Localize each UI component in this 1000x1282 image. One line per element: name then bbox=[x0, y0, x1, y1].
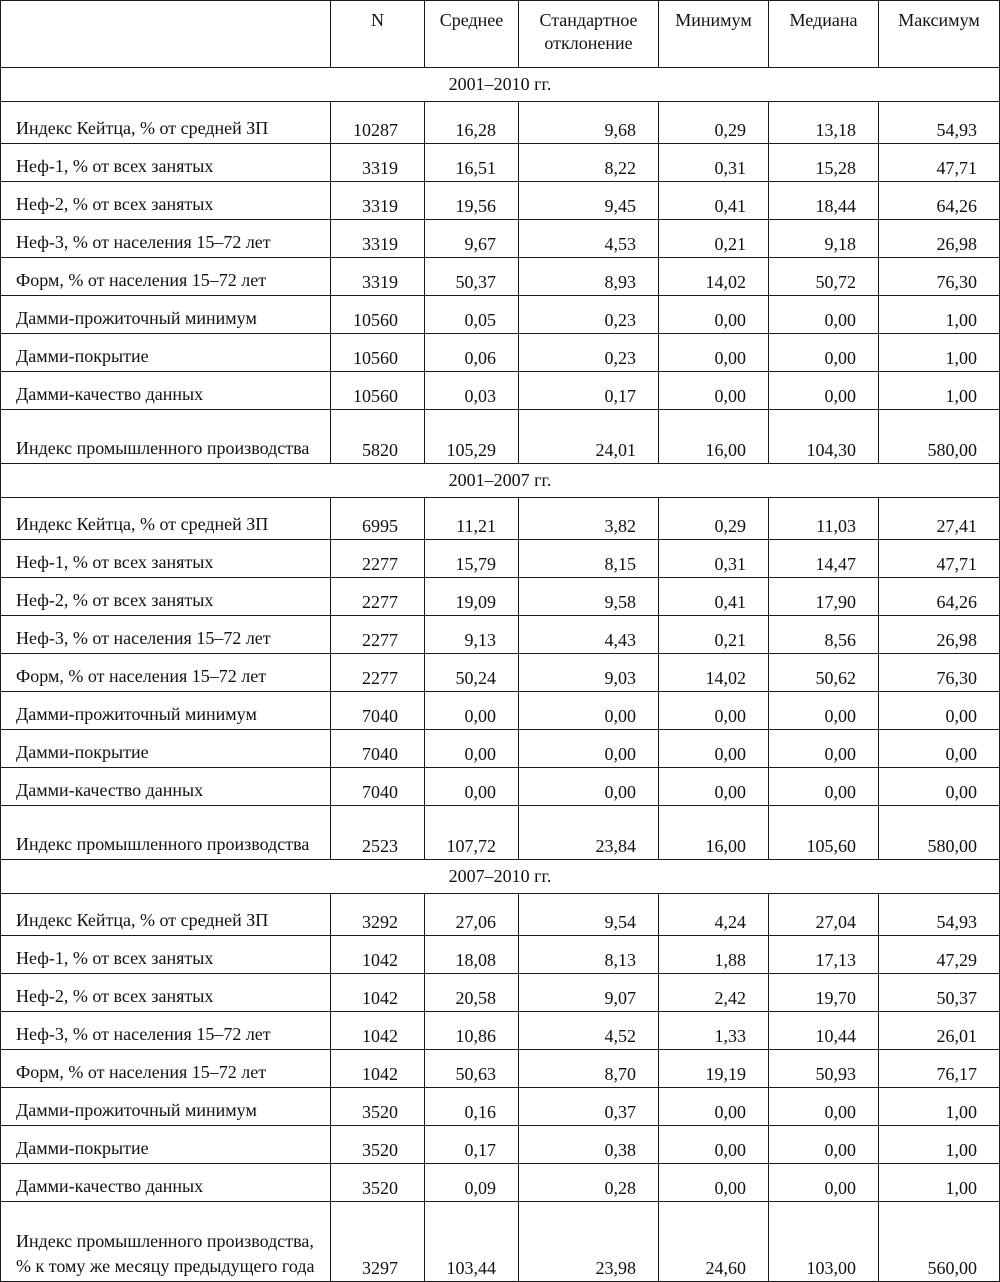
header-std-dev: Стандартное отклонение bbox=[519, 1, 659, 68]
min-cell: 16,00 bbox=[659, 410, 769, 464]
min-cell: 0,00 bbox=[659, 768, 769, 806]
row-label: Неф-1, % от всех занятых bbox=[1, 540, 331, 578]
max-cell: 54,93 bbox=[879, 102, 1000, 144]
min-cell: 0,00 bbox=[659, 296, 769, 334]
std-dev-cell: 0,00 bbox=[519, 730, 659, 768]
max-cell: 580,00 bbox=[879, 806, 1000, 860]
mean-cell: 0,16 bbox=[425, 1088, 519, 1126]
mean-cell: 18,08 bbox=[425, 936, 519, 974]
table-row bbox=[1, 1088, 1000, 1126]
mean-cell: 16,51 bbox=[425, 144, 519, 182]
table-row bbox=[1, 372, 1000, 410]
max-cell: 1,00 bbox=[879, 334, 1000, 372]
min-cell: 16,00 bbox=[659, 806, 769, 860]
max-cell: 64,26 bbox=[879, 182, 1000, 220]
row-label: Дамми-покрытие bbox=[1, 1126, 331, 1164]
n-cell: 7040 bbox=[331, 768, 425, 806]
row-label: Дамми-прожиточный минимум bbox=[1, 1088, 331, 1126]
mean-cell: 16,28 bbox=[425, 102, 519, 144]
period-title: 2007–2010 гг. bbox=[1, 860, 1000, 894]
min-cell: 0,00 bbox=[659, 692, 769, 730]
std-dev-cell: 23,98 bbox=[519, 1202, 659, 1282]
min-cell: 14,02 bbox=[659, 654, 769, 692]
max-cell: 76,30 bbox=[879, 258, 1000, 296]
std-dev-cell: 8,22 bbox=[519, 144, 659, 182]
table-row bbox=[1, 578, 1000, 616]
median-cell: 0,00 bbox=[769, 334, 879, 372]
n-cell: 3292 bbox=[331, 894, 425, 936]
median-cell: 13,18 bbox=[769, 102, 879, 144]
header-max: Максимум bbox=[879, 1, 1000, 68]
std-dev-cell: 9,07 bbox=[519, 974, 659, 1012]
table-row bbox=[1, 1126, 1000, 1164]
mean-cell: 0,06 bbox=[425, 334, 519, 372]
n-cell: 1042 bbox=[331, 936, 425, 974]
median-cell: 50,93 bbox=[769, 1050, 879, 1088]
min-cell: 2,42 bbox=[659, 974, 769, 1012]
mean-cell: 0,00 bbox=[425, 730, 519, 768]
n-cell: 2523 bbox=[331, 806, 425, 860]
header-n: N bbox=[331, 1, 425, 68]
max-cell: 54,93 bbox=[879, 894, 1000, 936]
min-cell: 1,88 bbox=[659, 936, 769, 974]
std-dev-cell: 0,37 bbox=[519, 1088, 659, 1126]
table-row bbox=[1, 616, 1000, 654]
n-cell: 1042 bbox=[331, 1050, 425, 1088]
max-cell: 580,00 bbox=[879, 410, 1000, 464]
table-row bbox=[1, 144, 1000, 182]
table-row bbox=[1, 334, 1000, 372]
row-label: Дамми-прожиточный минимум bbox=[1, 692, 331, 730]
header-min: Минимум bbox=[659, 1, 769, 68]
min-cell: 0,29 bbox=[659, 498, 769, 540]
std-dev-cell: 4,52 bbox=[519, 1012, 659, 1050]
row-label: Неф-1, % от всех занятых bbox=[1, 936, 331, 974]
max-cell: 26,01 bbox=[879, 1012, 1000, 1050]
mean-cell: 50,24 bbox=[425, 654, 519, 692]
row-label: Форм, % от населения 15–72 лет bbox=[1, 1050, 331, 1088]
mean-cell: 50,63 bbox=[425, 1050, 519, 1088]
header-mean: Среднее bbox=[425, 1, 519, 68]
n-cell: 3297 bbox=[331, 1202, 425, 1282]
period-header-row bbox=[1, 68, 1000, 102]
n-cell: 3520 bbox=[331, 1164, 425, 1202]
row-label: Дамми-покрытие bbox=[1, 334, 331, 372]
mean-cell: 15,79 bbox=[425, 540, 519, 578]
row-label: Неф-2, % от всех занятых bbox=[1, 974, 331, 1012]
header-variable bbox=[1, 1, 331, 68]
row-label: Индекс промышленного производства, % к тому же месяцу предыдущего года bbox=[1, 1202, 331, 1282]
mean-cell: 0,03 bbox=[425, 372, 519, 410]
max-cell: 47,71 bbox=[879, 144, 1000, 182]
row-label: Неф-3, % от населения 15–72 лет bbox=[1, 616, 331, 654]
n-cell: 7040 bbox=[331, 730, 425, 768]
mean-cell: 27,06 bbox=[425, 894, 519, 936]
row-label: Дамми-прожиточный минимум bbox=[1, 296, 331, 334]
max-cell: 0,00 bbox=[879, 730, 1000, 768]
table-row bbox=[1, 1012, 1000, 1050]
std-dev-cell: 24,01 bbox=[519, 410, 659, 464]
min-cell: 0,31 bbox=[659, 540, 769, 578]
period-header-row bbox=[1, 860, 1000, 894]
table-row bbox=[1, 1164, 1000, 1202]
n-cell: 6995 bbox=[331, 498, 425, 540]
row-label: Дамми-качество данных bbox=[1, 1164, 331, 1202]
row-label: Индекс промышленного производства bbox=[1, 410, 331, 464]
max-cell: 0,00 bbox=[879, 692, 1000, 730]
table-row bbox=[1, 730, 1000, 768]
mean-cell: 19,09 bbox=[425, 578, 519, 616]
median-cell: 0,00 bbox=[769, 768, 879, 806]
row-label: Индекс Кейтца, % от средней ЗП bbox=[1, 894, 331, 936]
median-cell: 50,72 bbox=[769, 258, 879, 296]
max-cell: 26,98 bbox=[879, 220, 1000, 258]
table-row bbox=[1, 102, 1000, 144]
min-cell: 0,21 bbox=[659, 616, 769, 654]
row-label: Неф-3, % от населения 15–72 лет bbox=[1, 1012, 331, 1050]
table-row bbox=[1, 1050, 1000, 1088]
row-label: Дамми-покрытие bbox=[1, 730, 331, 768]
median-cell: 10,44 bbox=[769, 1012, 879, 1050]
max-cell: 47,71 bbox=[879, 540, 1000, 578]
mean-cell: 19,56 bbox=[425, 182, 519, 220]
median-cell: 0,00 bbox=[769, 1088, 879, 1126]
max-cell: 1,00 bbox=[879, 296, 1000, 334]
median-cell: 104,30 bbox=[769, 410, 879, 464]
median-cell: 0,00 bbox=[769, 1126, 879, 1164]
table-row bbox=[1, 936, 1000, 974]
table-row bbox=[1, 258, 1000, 296]
row-label: Индекс промышленного производства bbox=[1, 806, 331, 860]
median-cell: 8,56 bbox=[769, 616, 879, 654]
n-cell: 2277 bbox=[331, 616, 425, 654]
mean-cell: 20,58 bbox=[425, 974, 519, 1012]
max-cell: 76,30 bbox=[879, 654, 1000, 692]
row-label: Неф-1, % от всех занятых bbox=[1, 144, 331, 182]
n-cell: 3319 bbox=[331, 182, 425, 220]
table-row bbox=[1, 220, 1000, 258]
std-dev-cell: 9,58 bbox=[519, 578, 659, 616]
max-cell: 560,00 bbox=[879, 1202, 1000, 1282]
std-dev-cell: 8,93 bbox=[519, 258, 659, 296]
mean-cell: 10,86 bbox=[425, 1012, 519, 1050]
median-cell: 0,00 bbox=[769, 372, 879, 410]
max-cell: 1,00 bbox=[879, 1164, 1000, 1202]
median-cell: 19,70 bbox=[769, 974, 879, 1012]
std-dev-cell: 8,15 bbox=[519, 540, 659, 578]
median-cell: 0,00 bbox=[769, 692, 879, 730]
table-row bbox=[1, 806, 1000, 860]
n-cell: 2277 bbox=[331, 654, 425, 692]
mean-cell: 0,05 bbox=[425, 296, 519, 334]
median-cell: 0,00 bbox=[769, 296, 879, 334]
n-cell: 10287 bbox=[331, 102, 425, 144]
std-dev-cell: 9,68 bbox=[519, 102, 659, 144]
min-cell: 0,00 bbox=[659, 1088, 769, 1126]
period-title: 2001–2010 гг. bbox=[1, 68, 1000, 102]
min-cell: 24,60 bbox=[659, 1202, 769, 1282]
mean-cell: 9,67 bbox=[425, 220, 519, 258]
n-cell: 2277 bbox=[331, 578, 425, 616]
row-label: Индекс Кейтца, % от средней ЗП bbox=[1, 102, 331, 144]
std-dev-cell: 0,38 bbox=[519, 1126, 659, 1164]
row-label: Дамми-качество данных bbox=[1, 768, 331, 806]
std-dev-cell: 0,00 bbox=[519, 768, 659, 806]
table-row bbox=[1, 498, 1000, 540]
row-label: Неф-2, % от всех занятых bbox=[1, 182, 331, 220]
n-cell: 3520 bbox=[331, 1126, 425, 1164]
std-dev-cell: 8,70 bbox=[519, 1050, 659, 1088]
median-cell: 0,00 bbox=[769, 1164, 879, 1202]
min-cell: 0,00 bbox=[659, 1164, 769, 1202]
min-cell: 0,41 bbox=[659, 578, 769, 616]
max-cell: 1,00 bbox=[879, 1126, 1000, 1164]
n-cell: 3319 bbox=[331, 258, 425, 296]
table-row bbox=[1, 540, 1000, 578]
table-row bbox=[1, 182, 1000, 220]
std-dev-cell: 8,13 bbox=[519, 936, 659, 974]
table-row bbox=[1, 894, 1000, 936]
table-row bbox=[1, 768, 1000, 806]
mean-cell: 0,00 bbox=[425, 768, 519, 806]
median-cell: 15,28 bbox=[769, 144, 879, 182]
table-row bbox=[1, 296, 1000, 334]
mean-cell: 0,00 bbox=[425, 692, 519, 730]
mean-cell: 9,13 bbox=[425, 616, 519, 654]
mean-cell: 105,29 bbox=[425, 410, 519, 464]
table-row bbox=[1, 974, 1000, 1012]
median-cell: 18,44 bbox=[769, 182, 879, 220]
n-cell: 3319 bbox=[331, 220, 425, 258]
row-label: Неф-2, % от всех занятых bbox=[1, 578, 331, 616]
n-cell: 10560 bbox=[331, 334, 425, 372]
period-header-row bbox=[1, 464, 1000, 498]
header-row bbox=[1, 1, 1000, 68]
table-body bbox=[1, 68, 1000, 1282]
mean-cell: 11,21 bbox=[425, 498, 519, 540]
min-cell: 0,21 bbox=[659, 220, 769, 258]
std-dev-cell: 4,53 bbox=[519, 220, 659, 258]
min-cell: 1,33 bbox=[659, 1012, 769, 1050]
std-dev-cell: 0,00 bbox=[519, 692, 659, 730]
row-label: Дамми-качество данных bbox=[1, 372, 331, 410]
max-cell: 1,00 bbox=[879, 372, 1000, 410]
median-cell: 11,03 bbox=[769, 498, 879, 540]
median-cell: 17,13 bbox=[769, 936, 879, 974]
mean-cell: 103,44 bbox=[425, 1202, 519, 1282]
median-cell: 17,90 bbox=[769, 578, 879, 616]
min-cell: 0,29 bbox=[659, 102, 769, 144]
n-cell: 1042 bbox=[331, 1012, 425, 1050]
std-dev-cell: 0,23 bbox=[519, 296, 659, 334]
table-row bbox=[1, 692, 1000, 730]
median-cell: 27,04 bbox=[769, 894, 879, 936]
median-cell: 50,62 bbox=[769, 654, 879, 692]
median-cell: 9,18 bbox=[769, 220, 879, 258]
n-cell: 3319 bbox=[331, 144, 425, 182]
row-label: Индекс Кейтца, % от средней ЗП bbox=[1, 498, 331, 540]
n-cell: 10560 bbox=[331, 296, 425, 334]
max-cell: 64,26 bbox=[879, 578, 1000, 616]
min-cell: 0,00 bbox=[659, 334, 769, 372]
min-cell: 19,19 bbox=[659, 1050, 769, 1088]
row-label: Неф-3, % от населения 15–72 лет bbox=[1, 220, 331, 258]
n-cell: 7040 bbox=[331, 692, 425, 730]
std-dev-cell: 4,43 bbox=[519, 616, 659, 654]
std-dev-cell: 9,03 bbox=[519, 654, 659, 692]
min-cell: 0,31 bbox=[659, 144, 769, 182]
row-label: Форм, % от населения 15–72 лет bbox=[1, 654, 331, 692]
std-dev-cell: 0,17 bbox=[519, 372, 659, 410]
period-title: 2001–2007 гг. bbox=[1, 464, 1000, 498]
min-cell: 0,00 bbox=[659, 730, 769, 768]
std-dev-cell: 0,28 bbox=[519, 1164, 659, 1202]
std-dev-cell: 23,84 bbox=[519, 806, 659, 860]
n-cell: 1042 bbox=[331, 974, 425, 1012]
min-cell: 0,00 bbox=[659, 372, 769, 410]
table-row bbox=[1, 654, 1000, 692]
median-cell: 103,00 bbox=[769, 1202, 879, 1282]
n-cell: 3520 bbox=[331, 1088, 425, 1126]
max-cell: 1,00 bbox=[879, 1088, 1000, 1126]
max-cell: 27,41 bbox=[879, 498, 1000, 540]
max-cell: 47,29 bbox=[879, 936, 1000, 974]
std-dev-cell: 3,82 bbox=[519, 498, 659, 540]
max-cell: 0,00 bbox=[879, 768, 1000, 806]
median-cell: 14,47 bbox=[769, 540, 879, 578]
table-row bbox=[1, 1202, 1000, 1282]
n-cell: 5820 bbox=[331, 410, 425, 464]
min-cell: 0,41 bbox=[659, 182, 769, 220]
std-dev-cell: 9,45 bbox=[519, 182, 659, 220]
table-row bbox=[1, 410, 1000, 464]
row-label: Форм, % от населения 15–72 лет bbox=[1, 258, 331, 296]
std-dev-cell: 0,23 bbox=[519, 334, 659, 372]
max-cell: 26,98 bbox=[879, 616, 1000, 654]
n-cell: 2277 bbox=[331, 540, 425, 578]
mean-cell: 107,72 bbox=[425, 806, 519, 860]
std-dev-cell: 9,54 bbox=[519, 894, 659, 936]
n-cell: 10560 bbox=[331, 372, 425, 410]
median-cell: 0,00 bbox=[769, 730, 879, 768]
min-cell: 14,02 bbox=[659, 258, 769, 296]
max-cell: 76,17 bbox=[879, 1050, 1000, 1088]
min-cell: 0,00 bbox=[659, 1126, 769, 1164]
mean-cell: 0,09 bbox=[425, 1164, 519, 1202]
header-median: Медиана bbox=[769, 1, 879, 68]
median-cell: 105,60 bbox=[769, 806, 879, 860]
max-cell: 50,37 bbox=[879, 974, 1000, 1012]
mean-cell: 50,37 bbox=[425, 258, 519, 296]
min-cell: 4,24 bbox=[659, 894, 769, 936]
mean-cell: 0,17 bbox=[425, 1126, 519, 1164]
